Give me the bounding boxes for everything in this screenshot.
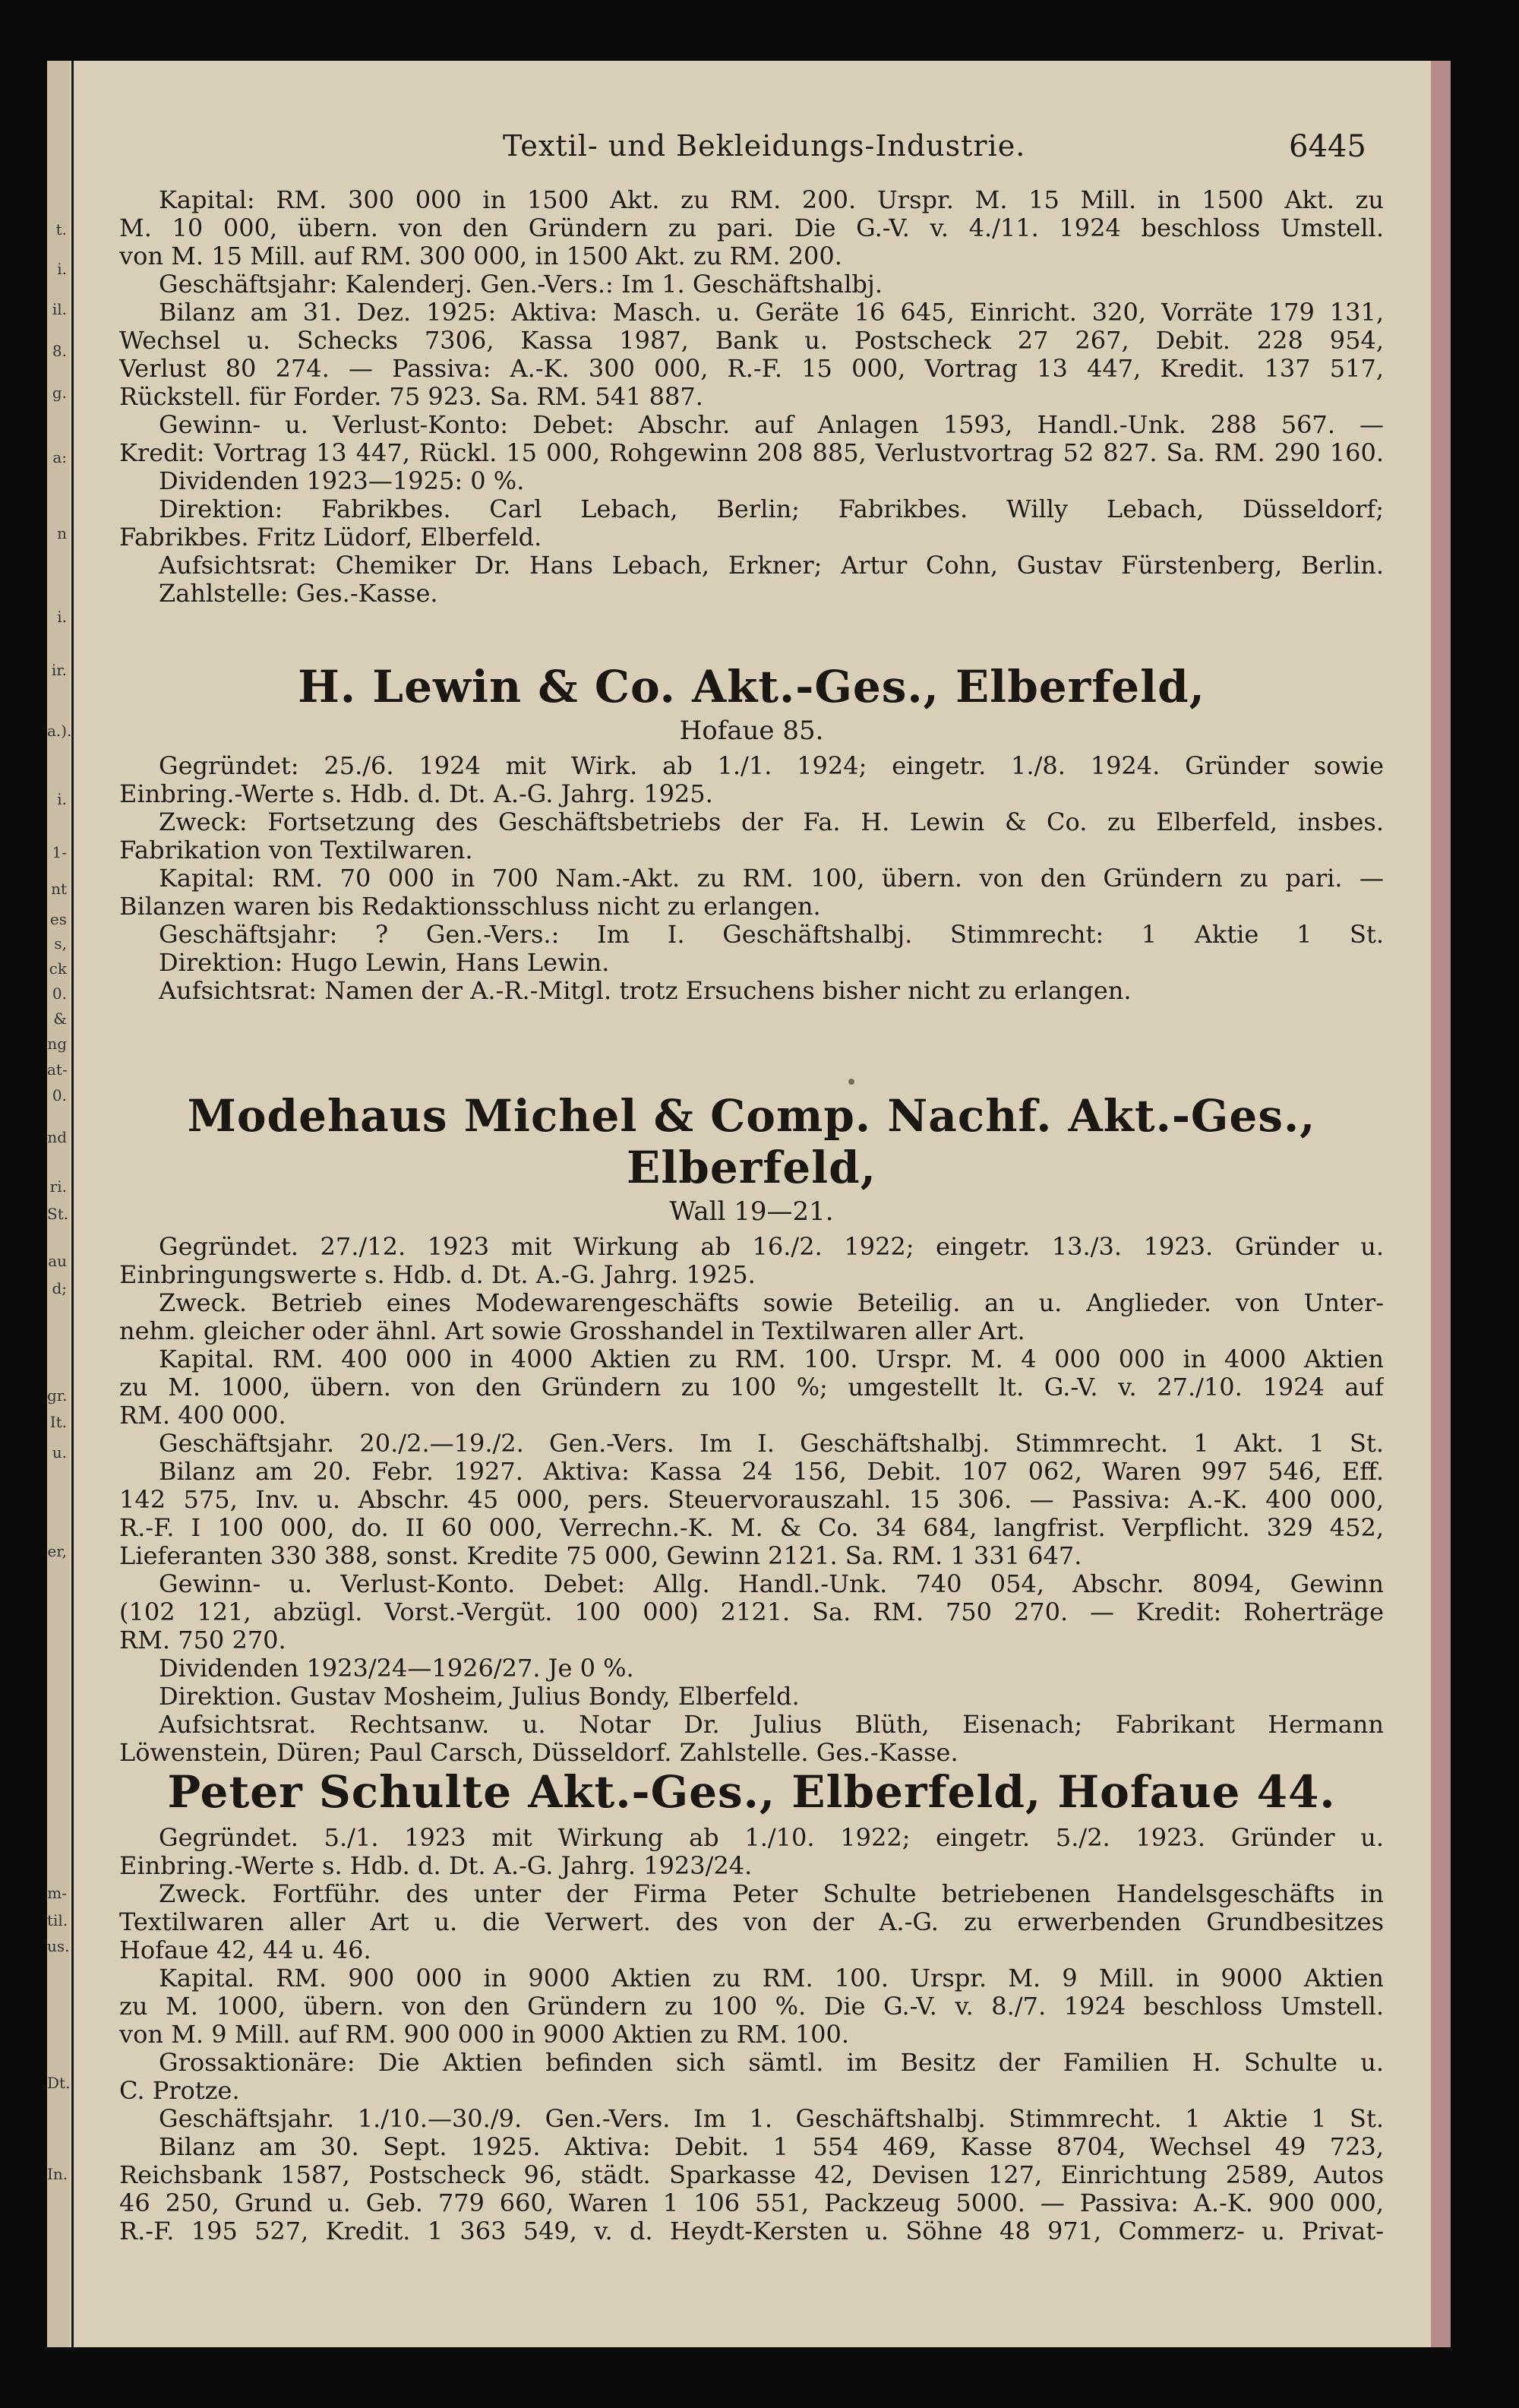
- left-gutter: [47, 61, 70, 2347]
- margin-fragment: gr.: [47, 1386, 68, 1405]
- text-line: Zweck: Fortsetzung des Geschäftsbetriebs der Fa. H. Lewin & Co. zu Elberfeld, insbes.: [159, 808, 1384, 836]
- text-line: Gegründet. 5./1. 1923 mit Wirkung ab 1./10. 1922; eingetr. 5./2. 1923. Gründer u.: [159, 1824, 1384, 1852]
- ink-spot: [848, 1079, 854, 1085]
- scanned-page: [47, 61, 1451, 2347]
- page-number: 6445: [1289, 129, 1366, 164]
- right-page-edge: [1431, 61, 1451, 2347]
- text-line: von M. 15 Mill. auf RM. 300 000, in 1500 Akt. zu RM. 200.: [119, 242, 842, 270]
- text-line: Gewinn- u. Verlust-Konto. Debet: Allg. Handl.-Unk. 740 054, Abschr. 8094, Gewinn: [159, 1570, 1384, 1598]
- text-line: Einbring.-Werte s. Hdb. d. Dt. A.-G. Jahrg. 1923/24.: [119, 1852, 753, 1880]
- margin-fragment: i.: [57, 790, 67, 808]
- text-line: Fabrikbes. Fritz Lüdorf, Elberfeld.: [119, 523, 542, 551]
- margin-fragment: In.: [47, 2165, 68, 2183]
- margin-fragment: nd: [47, 1128, 67, 1146]
- margin-fragment: til.: [47, 1911, 68, 1929]
- text-line: Bilanz am 20. Febr. 1927. Aktiva: Kassa 24 156, Debit. 107 062, Waren 997 546, Eff.: [159, 1458, 1384, 1486]
- text-line: Kapital. RM. 400 000 in 4000 Aktien zu RM. 100. Urspr. M. 4 000 000 in 4000 Aktien: [159, 1345, 1384, 1373]
- margin-fragment: ng: [47, 1035, 67, 1053]
- text-line: Kredit: Vortrag 13 447, Rückl. 15 000, Rohgewinn 208 885, Verlustvortrag 52 827. Sa. RM. 290 160.: [119, 439, 1384, 467]
- text-line: RM. 750 270.: [119, 1626, 286, 1654]
- company-address: Wall 19—21.: [669, 1196, 834, 1227]
- margin-fragment: at-: [47, 1060, 68, 1079]
- margin-fragment: m-: [47, 1884, 67, 1902]
- section-h-lewin: [119, 661, 1384, 1005]
- text-line: Rückstell. für Forder. 75 923. Sa. RM. 541 887.: [119, 383, 703, 411]
- text-line: Reichsbank 1587, Postscheck 96, städt. Sparkasse 42, Devisen 127, Einrichtung 2589, Autos: [119, 2161, 1384, 2189]
- text-line: Bilanzen waren bis Redaktionsschluss nicht zu erlangen.: [119, 893, 821, 921]
- margin-fragment: es: [49, 910, 67, 928]
- company-address: Hofaue 85.: [679, 716, 824, 746]
- margin-fragment: 8.: [52, 342, 67, 360]
- text-line: Bilanz am 30. Sept. 1925. Aktiva: Debit. 1 554 469, Kasse 8704, Wechsel 49 723,: [159, 2133, 1384, 2161]
- margin-fragment: t.: [55, 220, 67, 239]
- margin-fragment: d;: [52, 1279, 67, 1297]
- text-line: Dividenden 1923—1925: 0 %.: [159, 467, 525, 495]
- text-line: RM. 400 000.: [119, 1402, 286, 1430]
- text-line: Direktion. Gustav Mosheim, Julius Bondy, Elberfeld.: [159, 1683, 800, 1711]
- margin-fragment: Dt.: [47, 2074, 71, 2092]
- company-heading: Modehaus Michel & Comp. Nachf. Akt.-Ges., Elberfeld,: [187, 1090, 1316, 1193]
- text-line: Verlust 80 274. — Passiva: A.-K. 300 000, R.-F. 15 000, Vortrag 13 447, Kredit. 137 517,: [119, 355, 1384, 383]
- margin-fragment: au: [48, 1252, 67, 1270]
- text-line: Gewinn- u. Verlust-Konto: Debet: Abschr. auf Anlagen 1593, Handl.-Unk. 288 567. —: [159, 411, 1384, 439]
- margin-fragment: a.).: [47, 722, 72, 740]
- text-line: Kapital. RM. 900 000 in 9000 Aktien zu RM. 100. Urspr. M. 9 Mill. in 9000 Aktien: [159, 1964, 1384, 1992]
- running-header: [119, 129, 1380, 167]
- text-line: Fabrikation von Textilwaren.: [119, 836, 473, 864]
- margin-fragment: er,: [47, 1542, 67, 1560]
- text-line: Zahlstelle: Ges.-Kasse.: [159, 580, 438, 608]
- text-line: Geschäftsjahr. 20./2.—19./2. Gen.-Vers. Im I. Geschäftshalbj. Stimmrecht. 1 Akt. 1 St.: [159, 1430, 1384, 1458]
- margin-fragment: ir.: [51, 661, 67, 679]
- margin-fragment: 0.: [52, 984, 67, 1003]
- text-line: Gegründet: 25./6. 1924 mit Wirk. ab 1./1. 1924; eingetr. 1./8. 1924. Gründer sowie: [159, 752, 1384, 780]
- margin-fragment: u.: [52, 1443, 67, 1462]
- text-line: Kapital: RM. 70 000 in 700 Nam.-Akt. zu RM. 100, übern. von den Gründern zu pari. —: [159, 864, 1384, 893]
- company-heading: H. Lewin & Co. Akt.-Ges., Elberfeld,: [298, 661, 1205, 713]
- margin-fragment: ck: [49, 959, 67, 978]
- text-line: Einbring.-Werte s. Hdb. d. Dt. A.-G. Jahrg. 1925.: [119, 780, 713, 808]
- margin-fragment: nt: [51, 880, 67, 898]
- margin-fragment: g.: [52, 384, 67, 402]
- text-line: Löwenstein, Düren; Paul Carsch, Düsseldorf. Zahlstelle. Ges.-Kasse.: [119, 1739, 958, 1767]
- text-line: Geschäftsjahr: ? Gen.-Vers.: Im I. Geschäftshalbj. Stimmrecht: 1 Aktie 1 St.: [159, 921, 1384, 949]
- margin-fragment: s,: [54, 934, 67, 953]
- margin-fragment: us.: [47, 1937, 70, 1955]
- text-line: Einbringungswerte s. Hdb. d. Dt. A.-G. Jahrg. 1925.: [119, 1261, 756, 1289]
- margin-fragment: n: [57, 524, 67, 542]
- text-line: Kapital: RM. 300 000 in 1500 Akt. zu RM. 200. Urspr. M. 15 Mill. in 1500 Akt. zu: [159, 186, 1384, 214]
- text-line: von M. 9 Mill. auf RM. 900 000 in 9000 Aktien zu RM. 100.: [119, 2021, 850, 2049]
- text-line: R.-F. 195 527, Kredit. 1 363 549, v. d. Heydt-Kersten u. Söhne 48 971, Commerz- u. Privat-: [119, 2217, 1384, 2245]
- text-line: C. Protze.: [119, 2077, 240, 2105]
- text-line: Grossaktionäre: Die Aktien befinden sich sämtl. im Besitz der Familien H. Schulte u.: [159, 2049, 1384, 2077]
- section-peter-schulte: [119, 1766, 1384, 2245]
- text-line: Geschäftsjahr. 1./10.—30./9. Gen.-Vers. Im 1. Geschäftshalbj. Stimmrecht. 1 Aktie 1 St.: [159, 2105, 1384, 2133]
- text-line: zu M. 1000, übern. von den Gründern zu 100 %; umgestellt lt. G.-V. v. 27./10. 1924 auf: [119, 1373, 1384, 1402]
- gutter-rule: [71, 61, 74, 2347]
- margin-fragment: &: [53, 1010, 67, 1028]
- text-line: Direktion: Fabrikbes. Carl Lebach, Berlin; Fabrikbes. Willy Lebach, Düsseldorf;: [159, 495, 1384, 523]
- page-content: [119, 61, 1384, 2347]
- text-line: Textilwaren aller Art u. die Verwert. des von der A.-G. zu erwerbenden Grundbesitzes: [119, 1908, 1384, 1936]
- text-line: Lieferanten 330 388, sonst. Kredite 75 000, Gewinn 2121. Sa. RM. 1 331 647.: [119, 1542, 1082, 1570]
- text-line: zu M. 1000, übern. von den Gründern zu 100 %. Die G.-V. v. 8./7. 1924 beschloss Umstell.: [119, 1992, 1384, 2021]
- margin-fragment: 0.: [52, 1086, 67, 1104]
- text-line: Bilanz am 31. Dez. 1925: Aktiva: Masch. u. Geräte 16 645, Einricht. 320, Vorräte 179 131,: [159, 299, 1384, 327]
- margin-fragment: ri.: [49, 1177, 67, 1196]
- text-line: Aufsichtsrat: Namen der A.-R.-Mitgl. trotz Ersuchens bisher nicht zu erlangen.: [159, 977, 1132, 1005]
- margin-fragment: i.: [57, 608, 67, 626]
- running-title: Textil- und Bekleidungs-Industrie.: [503, 129, 1026, 163]
- text-line: Gegründet. 27./12. 1923 mit Wirkung ab 16./2. 1922; eingetr. 13./3. 1923. Gründer u.: [159, 1233, 1384, 1261]
- section-modehaus-michel: [119, 1090, 1384, 1767]
- text-line: Zweck. Fortführ. des unter der Firma Peter Schulte betriebenen Handelsgeschäfts in: [159, 1880, 1384, 1908]
- text-line: nehm. gleicher oder ähnl. Art sowie Grosshandel in Textilwaren aller Art.: [119, 1317, 1025, 1345]
- section-continuation: [119, 186, 1384, 608]
- text-line: Zweck. Betrieb eines Modewarengeschäfts sowie Beteilig. an u. Anglieder. von Unter-: [159, 1289, 1384, 1317]
- text-line: Aufsichtsrat. Rechtsanw. u. Notar Dr. Julius Blüth, Eisenach; Fabrikant Hermann: [159, 1711, 1384, 1739]
- margin-fragment: 1-: [52, 843, 67, 861]
- margin-fragment: il.: [52, 300, 67, 318]
- text-line: Hofaue 42, 44 u. 46.: [119, 1936, 371, 1964]
- text-line: (102 121, abzügl. Vorst.-Vergüt. 100 000) 2121. Sa. RM. 750 270. — Kredit: Roherträge: [119, 1598, 1384, 1626]
- margin-fragment: St.: [47, 1205, 69, 1223]
- text-line: 142 575, Inv. u. Abschr. 45 000, pers. Steuervorauszahl. 15 306. — Passiva: A.-K. 400 000,: [119, 1486, 1384, 1514]
- text-line: Direktion: Hugo Lewin, Hans Lewin.: [159, 949, 610, 977]
- text-line: R.-F. I 100 000, do. II 60 000, Verrechn.-K. M. & Co. 34 684, langfrist. Verpflicht. 329 452,: [119, 1514, 1384, 1542]
- margin-fragment: i.: [57, 260, 67, 278]
- text-line: Aufsichtsrat: Chemiker Dr. Hans Lebach, Erkner; Artur Cohn, Gustav Fürstenberg, Berlin.: [159, 551, 1384, 580]
- text-line: Geschäftsjahr: Kalenderj. Gen.-Vers.: Im 1. Geschäftshalbj.: [159, 270, 883, 299]
- margin-fragment: It.: [49, 1413, 67, 1431]
- text-line: 46 250, Grund u. Geb. 779 660, Waren 1 106 551, Packzeug 5000. — Passiva: A.-K. 900 000,: [119, 2189, 1384, 2217]
- text-line: Dividenden 1923/24—1926/27. Je 0 %.: [159, 1654, 634, 1683]
- company-heading: Peter Schulte Akt.-Ges., Elberfeld, Hofaue 44.: [167, 1766, 1336, 1818]
- text-line: Wechsel u. Schecks 7306, Kassa 1987, Bank u. Postscheck 27 267, Debit. 228 954,: [119, 327, 1384, 355]
- text-line: M. 10 000, übern. von den Gründern zu pari. Die G.-V. v. 4./11. 1924 beschloss Umstell.: [119, 214, 1384, 242]
- margin-fragment: a:: [52, 448, 67, 466]
